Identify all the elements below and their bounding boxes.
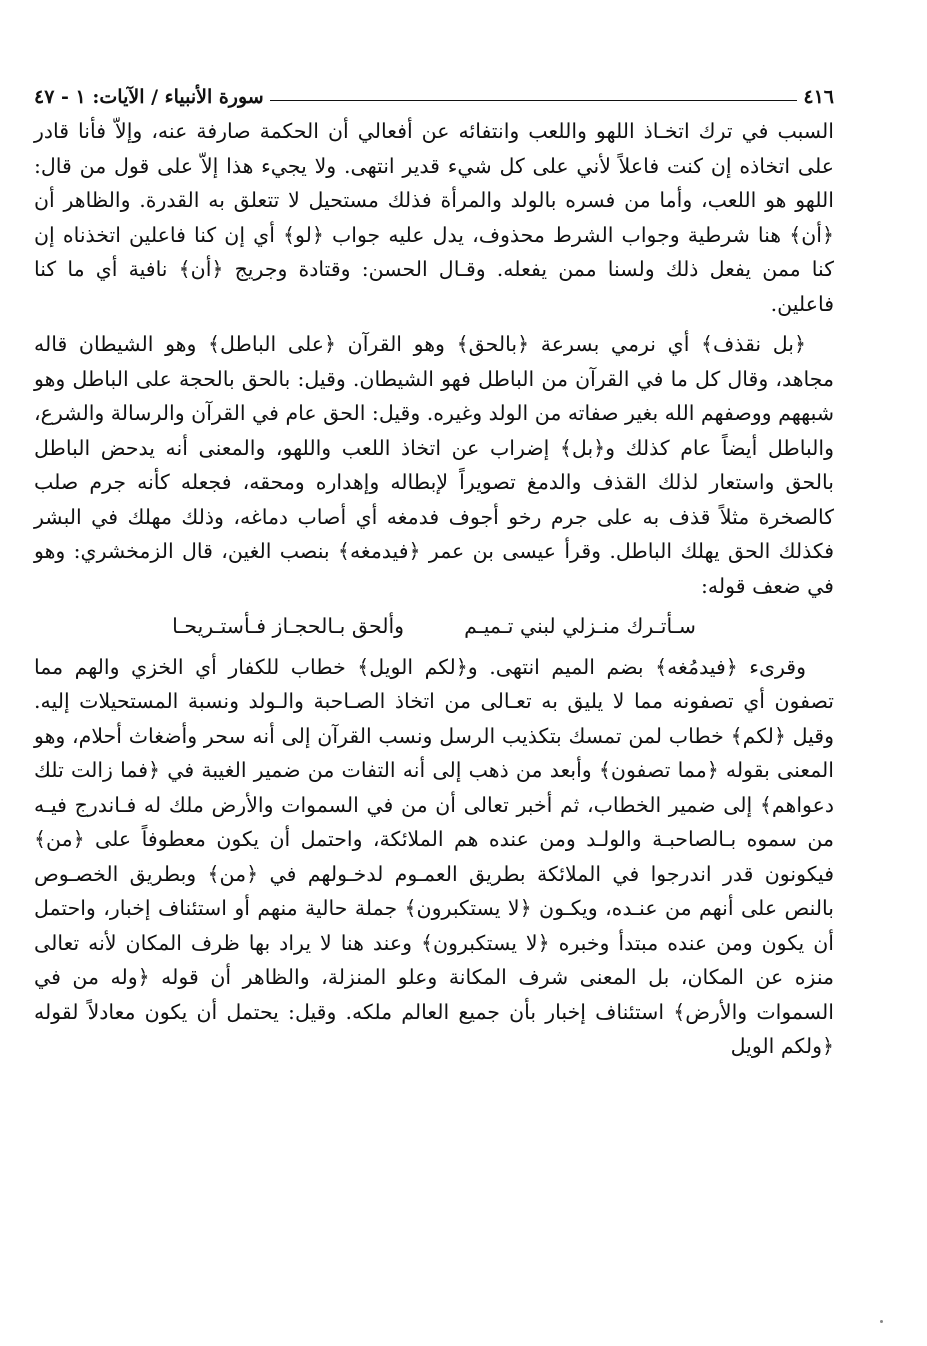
- scan-speck: [880, 1320, 883, 1323]
- paragraph-1: السبب في ترك اتخـاذ اللهو واللعب وانتفائه عن أفعالي أن الحكمة صارفة عنه، وإلاّ فأنا قادر على اتخاذه إن كنت فاعلاً لأني على كل شيء قدير انتهى. ولا يجيء هذا إلاّ على قول من قال: اللهو هو اللعب، وأما من فسره بالولد والمرأة فذلك مستحيل لا تتعلق به القدرة. والظاهر أن ﴿أن﴾ هنا شرطية وجواب الشرط محذوف، يدل عليه جواب ﴿لو﴾ أي إن كنا فاعلين اتخذناه إن كنا ممن يفعل ذلك ولسنا ممن يفعله. وقـال الحسن: وقتادة وجريج ﴿أن﴾ نافية أي ما كنا فاعلين.: [34, 119, 834, 316]
- verse-hemistich-right: سـأتـرك منـزلي لبني تـميـم: [464, 614, 696, 638]
- page-number: ٤١٦: [803, 86, 834, 108]
- page: [34, 80, 834, 1070]
- verse-hemistich-left: وألحق بـالحجـاز فـأستـريحـا: [172, 614, 405, 638]
- body-text: [34, 114, 834, 1064]
- running-header: [34, 80, 834, 108]
- header-rule: [270, 99, 798, 101]
- paragraph-2: ﴿بل نقذف﴾ أي نرمي بسرعة ﴿بالحق﴾ وهو القرآن ﴿على الباطل﴾ وهو الشيطان قاله مجاهد، وقال كل ما في القرآن من الباطل فهو الشيطان. وقيل: بالحق بالحجة على الباطل وهو شبههم ووصفهم الله بغير صفاته من الولد وغيره. وقيل: الحق عام في القرآن والرسالة والشرع، والباطل أيضاً عام كذلك و﴿بل﴾ إضراب عن اتخاذ اللعب واللهو، والمعنى أنه يدحض الباطل بالحق واستعار لذلك القذف والدمغ تصويراً لإبطاله وإهداره ومحقه، فجعله كأنه جرم صلب كالصخرة مثلاً قذف به على جرم رخو أجوف فدمغه أي أصاب دماغه، وذلك مهلك في البشر فكذلك الحق يهلك الباطل. وقرأ عيسى بن عمر ﴿فيدمغه﴾ بنصب الغين، قال الزمخشري: وهو في ضعف قوله:: [34, 332, 834, 598]
- paragraph-3: وقرىء ﴿فيدمُغه﴾ بضم الميم انتهى. و﴿لكم الويل﴾ خطاب للكفار أي الخزي والهم مما تصفون أي تصفونه مما لا يليق به تعـالى من اتخاذ الصـاحبة والـولد ونسبة المستحيلات إليه. وقيل ﴿لكم﴾ خطاب لمن تمسك بتكذيب الرسل ونسب القرآن إلى أنه سحر وأضغاث أحلام، وهو المعنى بقوله ﴿مما تصفون﴾ وأبعد من ذهب إلى أنه التفات من ضمير الغيبة في ﴿فما زالت تلك دعواهم﴾ إلى ضمير الخطاب، ثم أخبر تعالى أن من في السموات والأرض ملك له فـاندرج فيـه من سموه بـالصاحبـة والولـد ومن عنده هم الملائكة، واحتمل أن يكون معطوفاً على ﴿من﴾ فيكونون قدر اندرجوا في الملائكة بطريق العمـوم لدخـولهم في ﴿من﴾ وبطريق الخصـوص بالنص على أنهم من عنـده، ويكـون ﴿لا يستكبرون﴾ جملة حالية منهم أو استئناف إخبار، واحتمل أن يكون ومن عنده مبتدأ وخبره ﴿لا يستكبرون﴾ وعند هنا لا يراد بها ظرف المكان لأنه تعالى منزه عن المكان، بل المعنى شرف المكانة وعلو المنزلة، والظاهر أن قوله ﴿وله من في السموات والأرض﴾ استئناف إخبار بأن جميع العالم ملكه. وقيل: يحتمل أن يكون معادلاً لقوله ﴿ولكم الويل: [34, 654, 834, 1058]
- header-title: سورة الأنبياء / الآيات: ١ - ٤٧: [34, 86, 264, 108]
- poetry-verse: [34, 609, 834, 644]
